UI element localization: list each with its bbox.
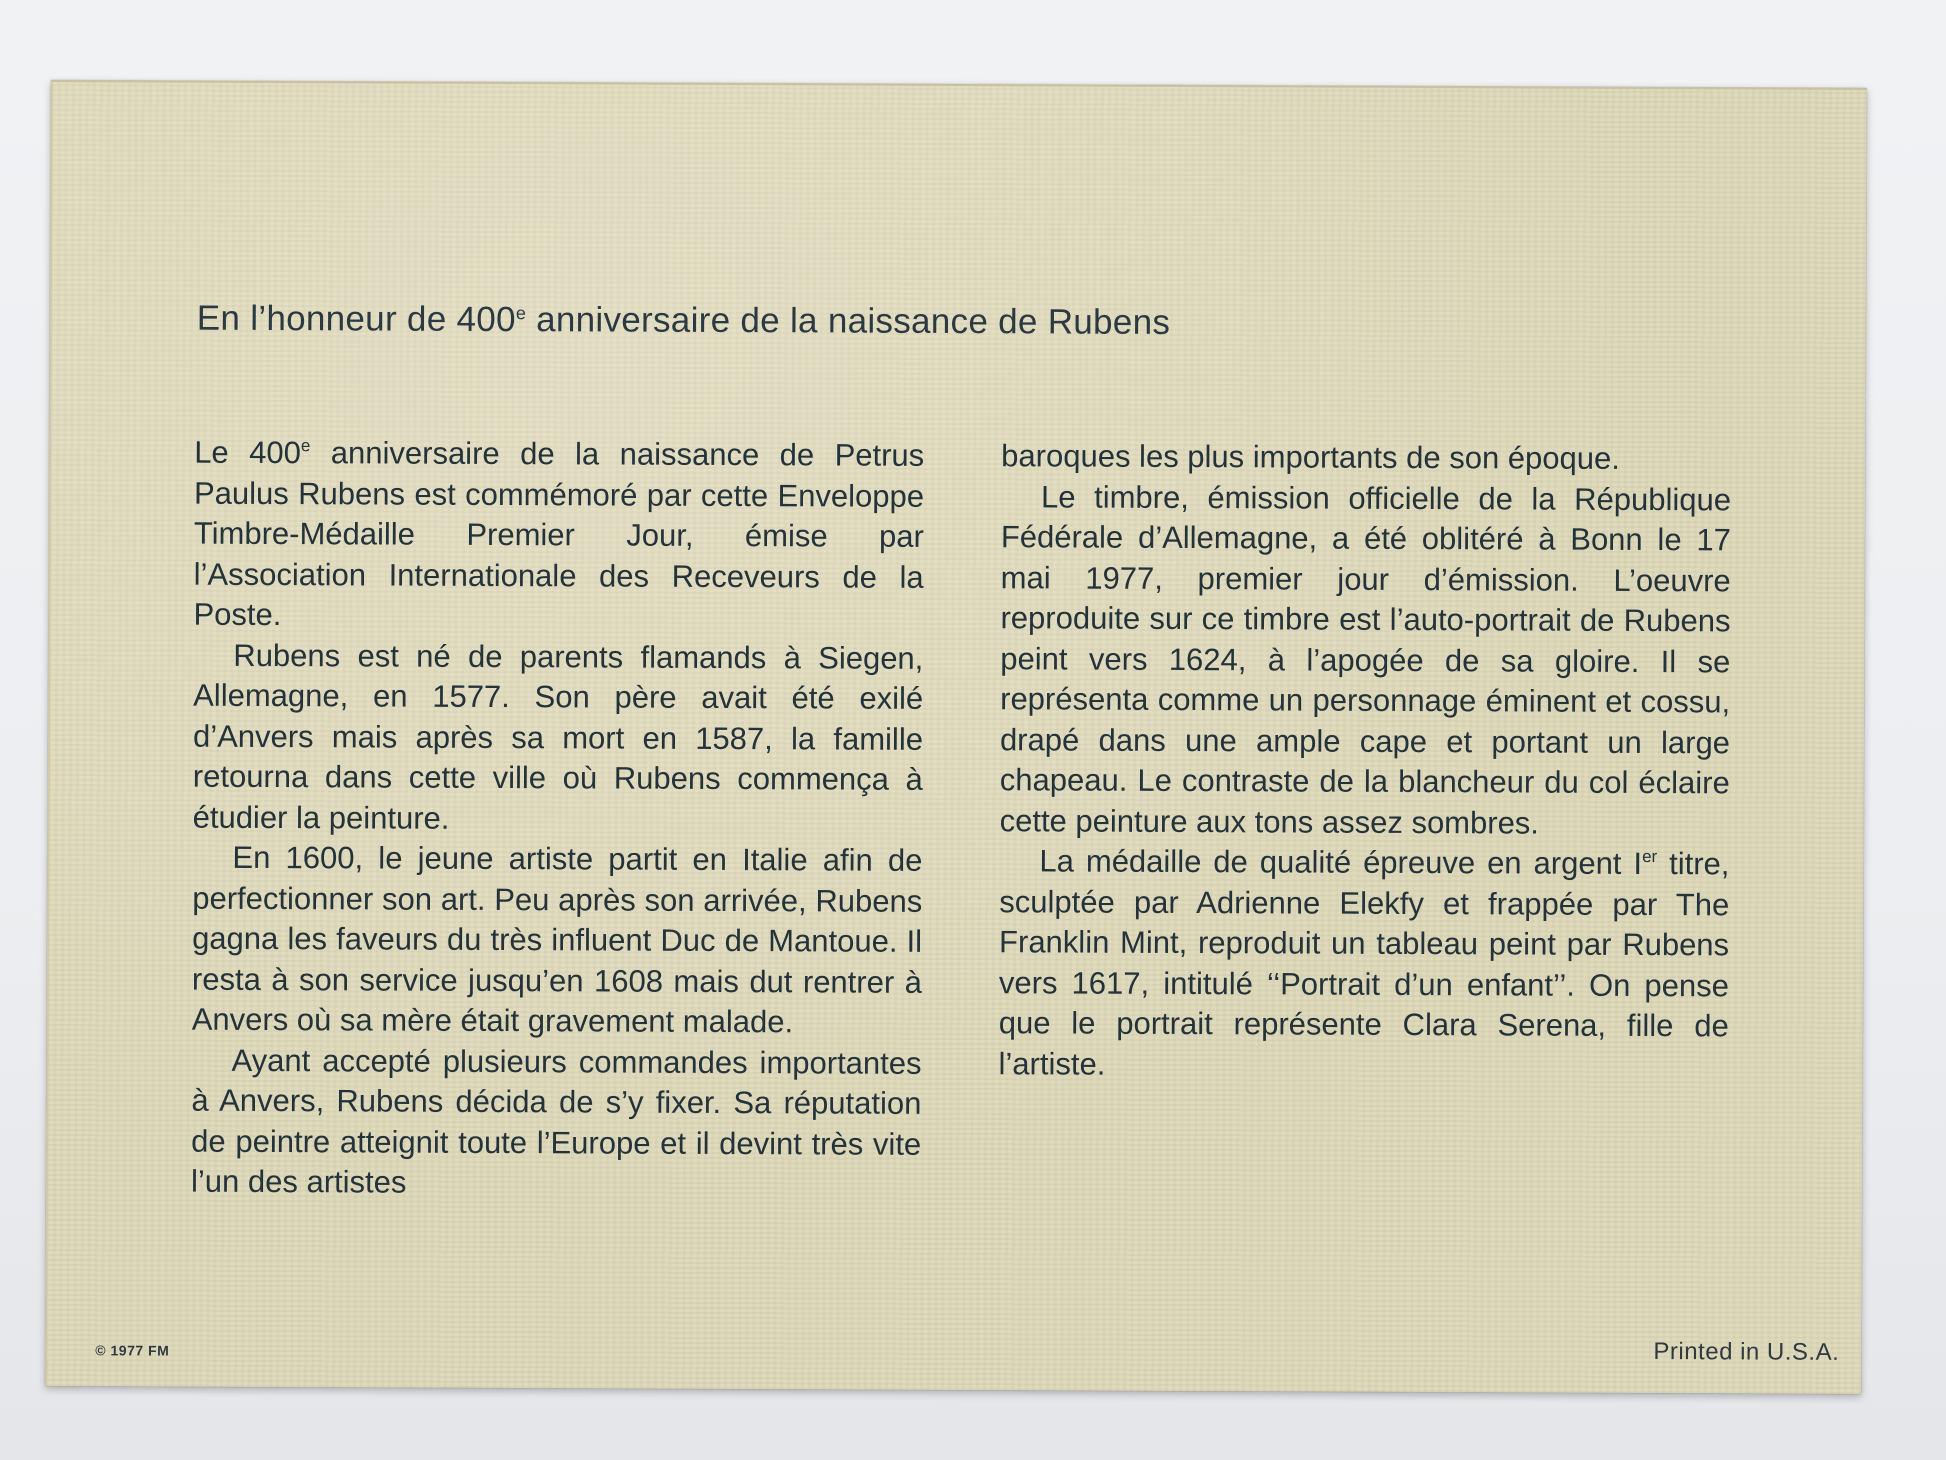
copyright-notice: © 1977 FM bbox=[95, 1342, 170, 1359]
printed-in-notice: Printed in U.S.A. bbox=[1653, 1338, 1840, 1366]
paragraph-continuation: baroques les plus importants de son époque. bbox=[1001, 438, 1620, 476]
paragraph-anniversary bbox=[193, 433, 924, 639]
p1-text-end: anniversaire de la naissance de Petrus Paulus Rubens est commémoré par cette Enveloppe Timbre-Médaille Premier Jour, émise par l’Association Internationale des Receveurs de la Poste. bbox=[193, 435, 925, 633]
paragraph-italy: En 1600, le jeune artiste partit en Italie afin de perfectionner son art. Peu après son arrivée, Rubens gagna les faveurs du très influent Duc de Mantoue. Il resta à son service jusqu’en 1608 mais dut rentrer à Anvers où sa mère était gravement malade. bbox=[191, 839, 923, 1040]
p3-superscript: er bbox=[1642, 846, 1658, 867]
right-column bbox=[998, 436, 1731, 1087]
p3-text-end: titre, sculptée par Adrienne Elekfy et frappée par The Franklin Mint, reproduit un tableau peint par Rubens vers 1617, intitulé ‘‘Portrait d’un enfant’’. On pense que le portrait représente Clara Serena, fille de l’artiste. bbox=[998, 846, 1730, 1082]
p3-text-start: La médaille de qualité épreuve en argent I bbox=[1039, 843, 1643, 881]
p1-superscript: e bbox=[300, 436, 311, 456]
paragraph-birth: Rubens est né de parents flamands à Siegen, Allemagne, en 1577. Son père avait été exilé d’Anvers mais après sa mort en 1587, la famille retourna dans cette ville où Rubens commença à étudier la peinture. bbox=[192, 637, 924, 836]
p1-text-start: Le 400 bbox=[194, 434, 301, 471]
paragraph-medal bbox=[998, 841, 1729, 1087]
paragraph-stamp: Le timbre, émission officielle de la République Fédérale d’Allemagne, a été oblitéré à Bonn le 17 mai 1977, premier jour d’émission. L’oeuvre reproduite sur ce timbre est l’auto-portrait de Rubens peint vers 1624, à l’apogée de sa gloire. Il se représenta comme un personnage éminent et cossu, drapé dans une ample cape et portant un large chapeau. Le contraste de la blancheur du col éclaire cette peinture aux tons assez sombres. bbox=[999, 478, 1732, 841]
commemorative-card bbox=[45, 80, 1867, 1394]
card-title bbox=[197, 299, 1171, 343]
title-superscript: e bbox=[515, 303, 527, 324]
left-column bbox=[191, 433, 924, 1206]
title-part-2: anniversaire de la naissance de Rubens bbox=[526, 300, 1171, 342]
title-part-1: En l’honneur de 400 bbox=[196, 298, 516, 340]
paragraph-antwerp: Ayant accepté plusieurs commandes importantes à Anvers, Rubens décida de s’y fixer. Sa réputation de peintre atteignit toute l’Europe et il devint très vite l’un des artistes bbox=[190, 1042, 922, 1200]
